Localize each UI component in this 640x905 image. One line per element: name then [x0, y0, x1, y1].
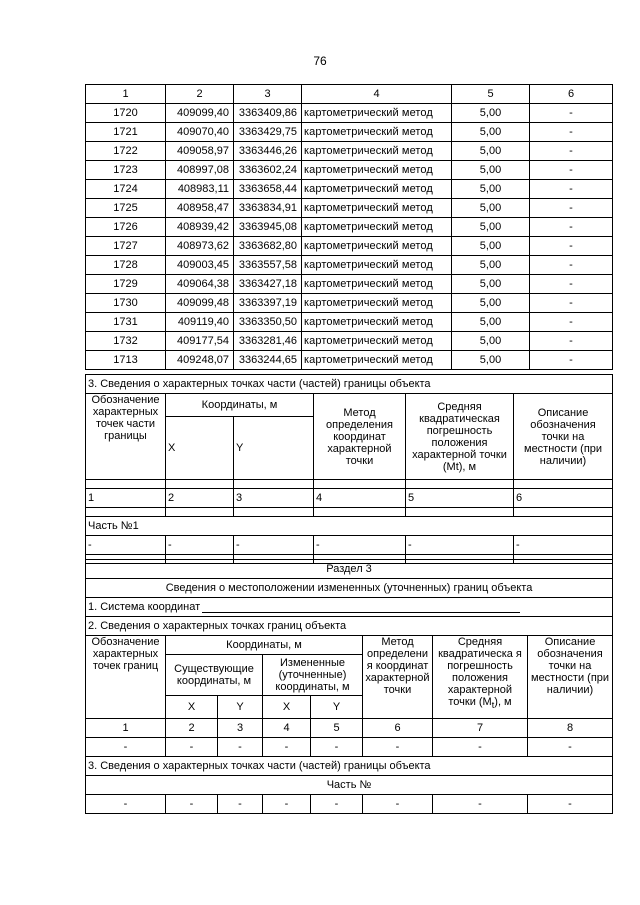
point-number: 1728 [86, 256, 166, 275]
point-number: 1729 [86, 275, 166, 294]
parts-points-table [85, 374, 613, 564]
error-value: 5,00 [452, 313, 530, 332]
method: картометрический метод [302, 351, 452, 370]
error-value: 5,00 [452, 123, 530, 142]
existing-coords-header: Существующие координаты, м [166, 655, 263, 696]
dash-cell: - [433, 795, 528, 814]
error-value: 5,00 [452, 332, 530, 351]
error-header-tail: ), м [494, 696, 512, 708]
parts-title: 3. Сведения о характерных точках части (частей) границы объекта [86, 757, 613, 776]
error-value: 5,00 [452, 237, 530, 256]
col-header: 4 [302, 85, 452, 104]
point-number: 1730 [86, 294, 166, 313]
dash-cell: - [363, 738, 433, 757]
method: картометрический метод [302, 180, 452, 199]
y-header: Y [234, 417, 314, 480]
error-header-sub: t [491, 700, 495, 711]
col-num: 8 [528, 719, 613, 738]
dash-cell: - [166, 795, 218, 814]
method: картометрический метод [302, 123, 452, 142]
table-row [86, 161, 613, 180]
error-header [433, 636, 528, 719]
x-coordinate: 409248,07 [166, 351, 234, 370]
method: картометрический метод [302, 256, 452, 275]
dash-cell: - [218, 795, 263, 814]
point-number: 1727 [86, 237, 166, 256]
y-coordinate: 3363397,19 [234, 294, 302, 313]
description: - [530, 275, 613, 294]
table-header-row [86, 85, 613, 104]
y-coordinate: 3363602,24 [234, 161, 302, 180]
point-number: 1731 [86, 313, 166, 332]
description: - [530, 294, 613, 313]
dash-cell: - [86, 738, 166, 757]
x-coordinate: 408973,62 [166, 237, 234, 256]
y-coordinate: 3363557,58 [234, 256, 302, 275]
table-row [86, 351, 613, 370]
error-value: 5,00 [452, 275, 530, 294]
col-header: 6 [530, 85, 613, 104]
method: картометрический метод [302, 142, 452, 161]
table-row [86, 180, 613, 199]
col-num: 1 [86, 719, 166, 738]
table-row [86, 218, 613, 237]
description: - [530, 161, 613, 180]
error-value: 5,00 [452, 218, 530, 237]
method-header: Метод определения координат характерной точки [314, 394, 406, 480]
y-coordinate: 3363244,65 [234, 351, 302, 370]
table-row [86, 237, 613, 256]
method: картометрический метод [302, 104, 452, 123]
error-value: 5,00 [452, 161, 530, 180]
col-num: 5 [406, 489, 514, 508]
table-row [86, 275, 613, 294]
point-number: 1721 [86, 123, 166, 142]
table-row [86, 332, 613, 351]
x-header: X [263, 696, 311, 719]
col-header: 5 [452, 85, 530, 104]
section3-table [85, 559, 613, 814]
x-header: X [166, 417, 234, 480]
error-header: Средняя квадратическая погрешность положения характерной точки (Mt), м [406, 394, 514, 480]
x-coordinate: 409119,40 [166, 313, 234, 332]
table-row [86, 294, 613, 313]
col-num: 3 [234, 489, 314, 508]
dash-cell: - [433, 738, 528, 757]
y-coordinate: 3363682,80 [234, 237, 302, 256]
y-coordinate: 3363429,75 [234, 123, 302, 142]
x-header: X [166, 696, 218, 719]
description: - [530, 142, 613, 161]
point-number: 1724 [86, 180, 166, 199]
description: - [530, 332, 613, 351]
part-label: Часть № [86, 776, 613, 795]
section3-title: Сведения о местоположении измененных (уточненных) границ объекта [86, 579, 613, 598]
col-header: 2 [166, 85, 234, 104]
x-coordinate: 408983,11 [166, 180, 234, 199]
x-coordinate: 409003,45 [166, 256, 234, 275]
x-coordinate: 409058,97 [166, 142, 234, 161]
method: картометрический метод [302, 199, 452, 218]
col-header: 1 [86, 85, 166, 104]
col-num: 4 [263, 719, 311, 738]
y-coordinate: 3363427,18 [234, 275, 302, 294]
y-coordinate: 3363834,91 [234, 199, 302, 218]
method: картометрический метод [302, 294, 452, 313]
description-header: Описание обозначения точки на местности (при наличии) [514, 394, 613, 480]
dash-cell: - [263, 738, 311, 757]
changed-coords-header: Измененные (уточненные) координаты, м [263, 655, 363, 696]
method: картометрический метод [302, 161, 452, 180]
method: картометрический метод [302, 332, 452, 351]
y-coordinate: 3363658,44 [234, 180, 302, 199]
x-coordinate: 408997,08 [166, 161, 234, 180]
method: картометрический метод [302, 275, 452, 294]
table-row [86, 256, 613, 275]
description: - [530, 104, 613, 123]
dash-cell: - [263, 795, 311, 814]
section-title: 3. Сведения о характерных точках части (частей) границы объекта [86, 375, 613, 394]
dash-cell: - [218, 738, 263, 757]
x-coordinate: 409070,40 [166, 123, 234, 142]
point-number: 1732 [86, 332, 166, 351]
dash-cell: - [363, 795, 433, 814]
x-coordinate: 408958,47 [166, 199, 234, 218]
designation-header: Обозначение характерных точек части границы [86, 394, 166, 480]
point-number: 1713 [86, 351, 166, 370]
y-header: Y [311, 696, 363, 719]
description: - [530, 256, 613, 275]
method: картометрический метод [302, 313, 452, 332]
dash-cell: - [514, 536, 613, 555]
description: - [530, 237, 613, 256]
dash-cell: - [314, 536, 406, 555]
x-coordinate: 409064,38 [166, 275, 234, 294]
coords-header: Координаты, м [166, 394, 314, 417]
col-num: 1 [86, 489, 166, 508]
dash-cell: - [234, 536, 314, 555]
dash-cell: - [406, 536, 514, 555]
col-num: 2 [166, 719, 218, 738]
point-number: 1720 [86, 104, 166, 123]
y-coordinate: 3363945,08 [234, 218, 302, 237]
description: - [530, 351, 613, 370]
error-value: 5,00 [452, 351, 530, 370]
description: - [530, 218, 613, 237]
designation-header: Обозначение характерных точек границ [86, 636, 166, 719]
dash-cell: - [86, 536, 166, 555]
col-num: 7 [433, 719, 528, 738]
point-number: 1726 [86, 218, 166, 237]
coordinate-system-blank [202, 602, 520, 613]
table-row [86, 123, 613, 142]
x-coordinate: 409177,54 [166, 332, 234, 351]
point-number: 1722 [86, 142, 166, 161]
col-header: 3 [234, 85, 302, 104]
point-number: 1723 [86, 161, 166, 180]
coordinate-system-row [86, 598, 613, 617]
dash-cell: - [166, 536, 234, 555]
error-value: 5,00 [452, 180, 530, 199]
error-header-text: Средняя квадратическа я погрешность положения характерной точки (M [438, 636, 522, 708]
y-coordinate: 3363446,26 [234, 142, 302, 161]
col-num: 6 [514, 489, 613, 508]
col-num: 5 [311, 719, 363, 738]
razdel-title: Раздел 3 [86, 560, 613, 579]
description: - [530, 123, 613, 142]
x-coordinate: 409099,48 [166, 294, 234, 313]
method: картометрический метод [302, 218, 452, 237]
dash-cell: - [528, 795, 613, 814]
table-row [86, 199, 613, 218]
col-num: 4 [314, 489, 406, 508]
table-row [86, 313, 613, 332]
y-coordinate: 3363350,50 [234, 313, 302, 332]
description: - [530, 180, 613, 199]
col-num: 6 [363, 719, 433, 738]
error-value: 5,00 [452, 104, 530, 123]
dash-cell: - [166, 738, 218, 757]
error-value: 5,00 [452, 142, 530, 161]
coords-header: Координаты, м [166, 636, 363, 655]
part-label: Часть №1 [86, 517, 613, 536]
error-value: 5,00 [452, 294, 530, 313]
col-num: 3 [218, 719, 263, 738]
coordinates-table [85, 84, 613, 370]
error-value: 5,00 [452, 199, 530, 218]
y-coordinate: 3363281,46 [234, 332, 302, 351]
dash-cell: - [311, 795, 363, 814]
page-number: 76 [313, 54, 327, 68]
x-coordinate: 408939,42 [166, 218, 234, 237]
dash-cell: - [86, 795, 166, 814]
dash-cell: - [311, 738, 363, 757]
x-coordinate: 409099,40 [166, 104, 234, 123]
y-coordinate: 3363409,86 [234, 104, 302, 123]
y-header: Y [218, 696, 263, 719]
table-row [86, 104, 613, 123]
col-num: 2 [166, 489, 234, 508]
description: - [530, 313, 613, 332]
coordinate-system-label: 1. Система координат [88, 601, 201, 613]
description-header: Описание обозначения точки на местности (при наличии) [528, 636, 613, 719]
method: картометрический метод [302, 237, 452, 256]
points-title: 2. Сведения о характерных точках границ объекта [86, 617, 613, 636]
method-header: Метод определени я координат характерной точки [363, 636, 433, 719]
error-value: 5,00 [452, 256, 530, 275]
description: - [530, 199, 613, 218]
point-number: 1725 [86, 199, 166, 218]
table-row [86, 142, 613, 161]
dash-cell: - [528, 738, 613, 757]
